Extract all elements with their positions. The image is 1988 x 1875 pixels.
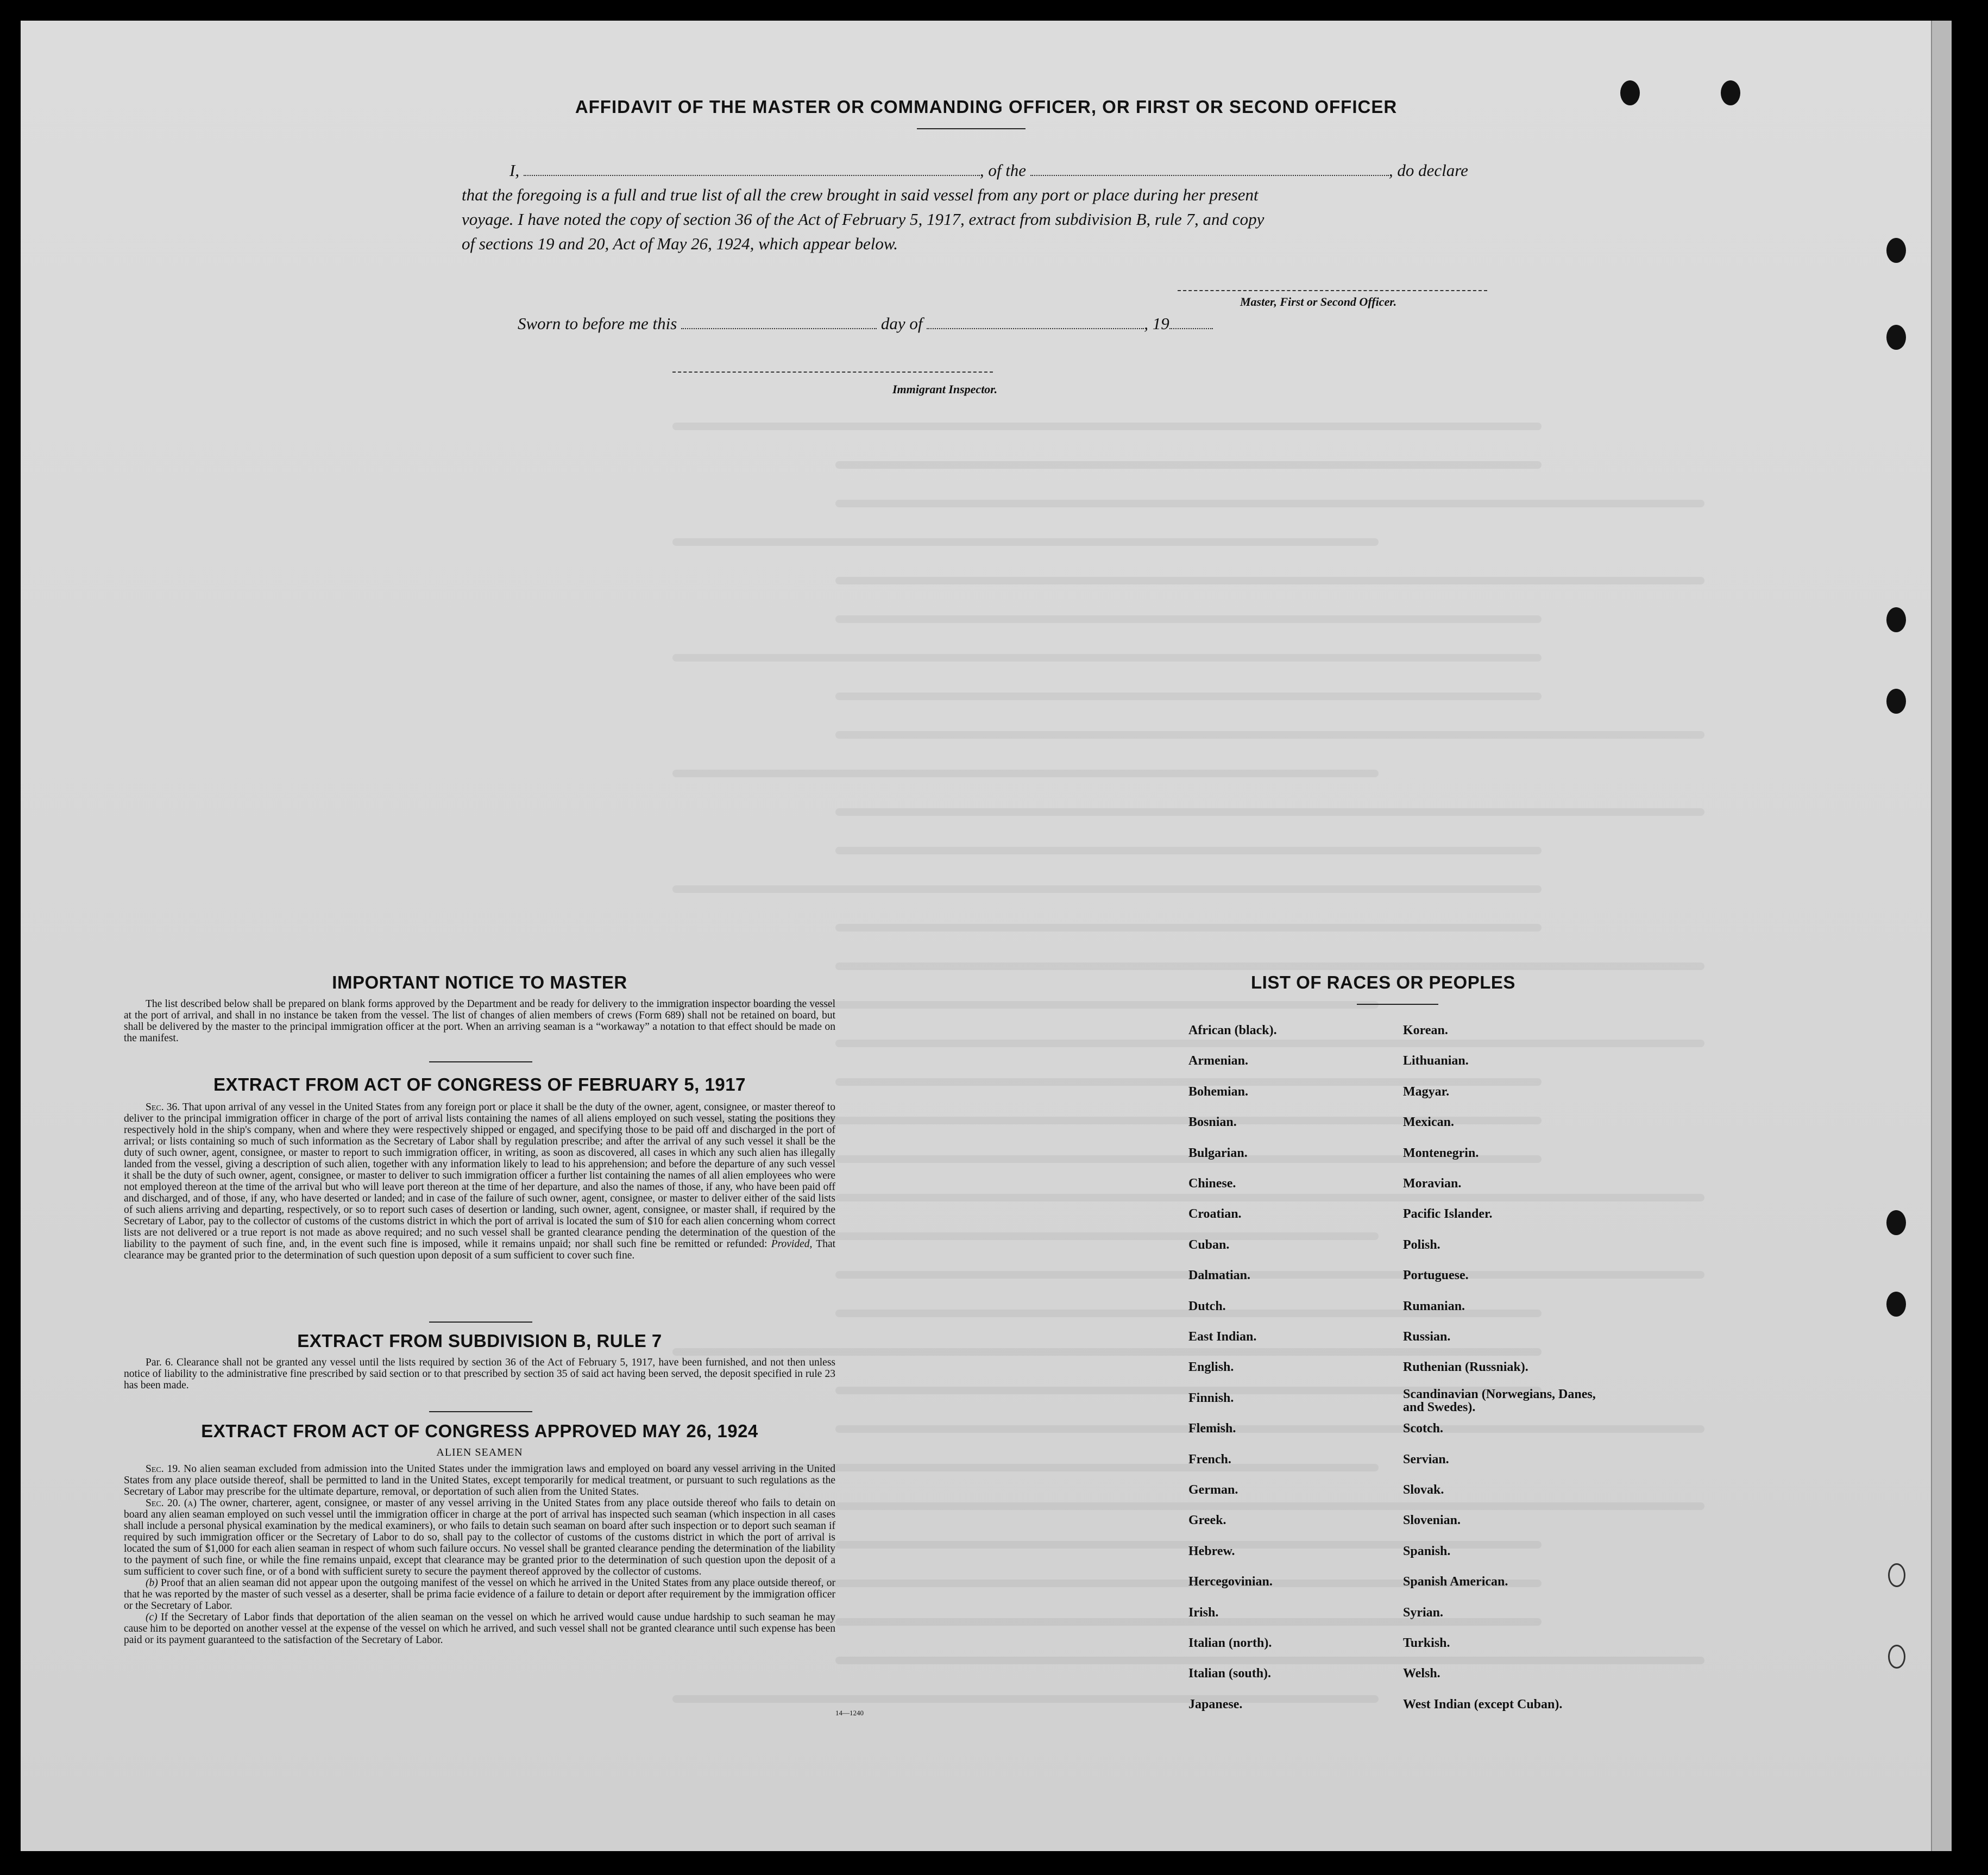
rule-7-body bbox=[124, 1357, 835, 1391]
affidavit-line-3: voyage. I have noted the copy of section 36 of the Act of February 5, 1917, extract from subdivision B, rule 7, and copy bbox=[462, 210, 1264, 229]
rule-7-title: EXTRACT FROM SUBDIVISION B, RULE 7 bbox=[297, 1331, 662, 1351]
races-title: LIST OF RACES OR PEOPLES bbox=[1251, 972, 1515, 992]
sec-20c-label: (c) bbox=[146, 1612, 158, 1623]
year-prefix-label: , 19 bbox=[1144, 314, 1169, 333]
rule-7-text: Par. 6. Clearance shall not be granted any vessel until the lists required by section 36 of the Act of February 5, 1917, have been furnished, and not then unless notice of liability to the administrative fine prescribed by said section or to that prescribed by section 35 of said act having been served, the deposit specified in rule 23 has been made. bbox=[124, 1357, 835, 1391]
punch-hole bbox=[1888, 1645, 1905, 1669]
sec-20b-text: Proof that an alien seaman did not appear upon the outgoing manifest of the vessel on which he arrived in the United States from any place outside thereof, or that he was reported by the master of such vessel as a deserter, shall be prima facie evidence of a failure to detain or deport after requirement by the immigration officer or the Secretary of Labor. bbox=[124, 1577, 836, 1612]
sec-19-paragraph bbox=[124, 1463, 835, 1498]
race-entry: Croatian. bbox=[1188, 1207, 1242, 1222]
race-entry: Flemish. bbox=[1188, 1421, 1236, 1436]
sec-20b-paragraph bbox=[124, 1577, 835, 1612]
race-entry: Scandinavian (Norwegians, Danes, and Swedes). bbox=[1403, 1387, 1596, 1414]
race-entry: Finnish. bbox=[1188, 1390, 1234, 1405]
proviso-label: Provided, bbox=[771, 1238, 813, 1250]
race-entry: Moravian. bbox=[1403, 1176, 1462, 1191]
race-entry: Servian. bbox=[1403, 1452, 1449, 1467]
race-entry: Hebrew. bbox=[1188, 1544, 1235, 1558]
notice-text: The list described below shall be prepared on blank forms approved by the Department and be ready for delivery to the immigration inspector boarding the vessel at the port of arrival, and shall in no instance be taken from the vessel. The list of changes of alien members of crews (Form 689) shall not be retained on board, but shall be delivered by the master to the principal immigration officer at the port. When an arriving seaman is a “workaway” a notation to that effect should be made on the manifest. bbox=[124, 998, 835, 1044]
affidavit-i-label: I, bbox=[509, 161, 520, 180]
sec-20c-text: If the Secretary of Labor finds that deportation of the alien seaman on the vessel on which he arrived would cause undue hardship to such seaman he may cause him to be deported on another vessel at the expense of the vessel on which he arrived, and such vessel shall not be granted clearance until such expense has been paid or its payment guaranteed to the satisfaction of the Secretary of Labor. bbox=[124, 1612, 836, 1646]
inspector-caption: Immigrant Inspector. bbox=[892, 382, 998, 396]
name-blank[interactable] bbox=[524, 174, 980, 176]
race-entry: Chinese. bbox=[1188, 1176, 1236, 1191]
bleed-line bbox=[835, 808, 1704, 816]
section-rule bbox=[429, 1322, 532, 1323]
bleed-line bbox=[835, 1502, 1704, 1510]
bleed-line bbox=[835, 693, 1542, 700]
bleed-line bbox=[835, 1657, 1704, 1664]
race-entry: Hercegovinian. bbox=[1188, 1575, 1273, 1589]
race-entry: French. bbox=[1188, 1452, 1231, 1467]
punch-hole bbox=[1886, 325, 1906, 350]
sec-19-text: No alien seaman excluded from admission into the United States under the immigration laws and employed on board any vessel arriving in the United States from any place outside thereof, shall be permitted to land in the United States, except temporarily for medical treatment, or pursuant to such regulations as the Secretary of Labor may prescribe for the ultimate departure, removal, or deportation of such alien from the United States. bbox=[124, 1463, 835, 1498]
proviso-text: That clearance may be granted prior to the determination of such question upon deposit of a sum sufficient to cover such fine. bbox=[124, 1238, 836, 1261]
race-entry: Japanese. bbox=[1188, 1697, 1243, 1712]
race-entry: Spanish American. bbox=[1403, 1575, 1508, 1589]
punch-hole bbox=[1886, 238, 1906, 263]
race-entry: Turkish. bbox=[1403, 1636, 1450, 1650]
sworn-year-blank[interactable] bbox=[1169, 328, 1213, 329]
bleed-line bbox=[835, 847, 1542, 854]
race-entry: Bohemian. bbox=[1188, 1084, 1249, 1099]
bleed-line bbox=[835, 461, 1542, 469]
races-rule bbox=[1357, 1004, 1438, 1005]
sworn-day-blank[interactable] bbox=[681, 328, 877, 329]
bleed-line bbox=[835, 1194, 1704, 1201]
sworn-month-blank[interactable] bbox=[927, 328, 1144, 329]
document-page bbox=[21, 21, 1952, 1851]
race-entry: Scotch. bbox=[1403, 1421, 1443, 1436]
punch-hole bbox=[1886, 1210, 1906, 1235]
race-entry: West Indian (except Cuban). bbox=[1403, 1697, 1563, 1712]
alien-seamen-subtitle: ALIEN SEAMEN bbox=[436, 1446, 523, 1458]
punch-hole bbox=[1888, 1563, 1905, 1587]
section-rule bbox=[429, 1061, 532, 1062]
bleed-line bbox=[835, 731, 1704, 739]
affidavit-line-4: of sections 19 and 20, Act of May 26, 1924, which appear below. bbox=[462, 234, 898, 253]
master-signature-line[interactable] bbox=[1178, 290, 1487, 291]
bleed-line bbox=[835, 1040, 1704, 1047]
race-entry: Bulgarian. bbox=[1188, 1146, 1248, 1160]
race-entry: Russian. bbox=[1403, 1330, 1451, 1344]
sec-20a-text: The owner, charterer, agent, consignee, or master of any vessel arriving in the United States from any place outside thereof who fails to detain on board any alien seaman employed on such vessel until the immigration officer in charge at the port of arrival has inspected such seaman (which inspection in all cases shall include a personal physical examination by the medical examiners), or who fails to detain such seaman on board after such inspection or to deport such seaman if required by such immigration officer or the Secretary of Labor to do so, shall pay to the collector of customs of the customs district in which the port of arrival is located the sum of $1,000 for each alien seaman in respect of whom such failure occurs. No vessel shall be granted clearance pending the determination of the liability to the payment of such fine, or while the fine remains unpaid, except that clearance may be granted prior to the determination of such question upon the deposit of a sum sufficient to cover such fine, or of a bond with sufficient surety to secure the payment thereof approved by the collector of customs. bbox=[124, 1498, 835, 1577]
race-entry: Rumanian. bbox=[1403, 1299, 1465, 1313]
bleed-line bbox=[835, 615, 1542, 623]
race-entry: Magyar. bbox=[1403, 1084, 1450, 1099]
race-entry: Dutch. bbox=[1188, 1299, 1226, 1313]
sec-20b-label: (b) bbox=[146, 1577, 158, 1589]
sec-36-text: That upon arrival of any vessel in the United States from any foreign port or place it shall be the duty of the owner, agent, consignee, or master thereof to deliver to the principal immigration officer in charge of the port of arrival lists containing the names of all aliens employed on such vessel, stating the positions they respectively hold in the ship's company, when and where they were respectively shipped or engaged, and specifying those to be paid off and discharged in the port of arrival; or lists containing so much of such information as the Secretary of Labor shall by regulation prescribe; and after the arrival of any such vessel it shall be the duty of such owner, agent, consignee, or master to report to such immigration officer, in writing, as soon as discovered, all cases in which any such alien has illegally landed from the vessel, giving a description of such alien, together with any information likely to lead to his apprehension; and before the departure of any such vessel it shall be the duty of such owner, agent, consignee, or master to deliver to such immigration officer a further list containing the names of all alien employees who were not employed thereon at the time of the arrival but who will leave port thereon at the time of her departure, and also the names of those, if any, who have been paid off and discharged, and of those, if any, who have deserted or landed; and in case of the failure of such owner, agent, consignee, or master to deliver either of the said lists of such aliens arriving and departing, respectively, or so to report such cases of desertion or landing, such owner, agent, consignee, or master shall, if required by the Secretary of Labor, pay to the collector of customs of the customs district in which the port of arrival is located the sum of $10 for each alien concerning whom correct lists are not delivered or a true report is not made as above required; and no such vessel shall be granted clearance pending the determination of the question of the liability to the payment of such fine, and, in the event such fine is imposed, while it remains unpaid; nor shall such fine be remitted or refunded: bbox=[124, 1102, 835, 1250]
section-rule bbox=[429, 1411, 532, 1412]
bleed-line bbox=[672, 423, 1542, 430]
sworn-label: Sworn to before me this bbox=[518, 314, 677, 333]
race-entry: Lithuanian. bbox=[1403, 1054, 1469, 1068]
race-entry: Mexican. bbox=[1403, 1115, 1454, 1130]
bleed-line bbox=[672, 654, 1542, 662]
inspector-signature-line[interactable] bbox=[672, 372, 993, 373]
race-entry: Syrian. bbox=[1403, 1605, 1444, 1620]
race-entry: Dalmatian. bbox=[1188, 1268, 1250, 1283]
sec-20a-label: Sec. 20. (a) bbox=[146, 1498, 197, 1509]
race-entry: African (black). bbox=[1188, 1023, 1277, 1037]
sec-19-label: Sec. 19. bbox=[146, 1463, 181, 1475]
race-entry: Spanish. bbox=[1403, 1544, 1451, 1558]
race-entry: Irish. bbox=[1188, 1605, 1219, 1620]
bleed-line bbox=[835, 577, 1704, 584]
affidavit-line-2: that the foregoing is a full and true list of all the crew brought in said vessel from any port or place during her present bbox=[462, 185, 1259, 204]
sec-36-paragraph bbox=[124, 1102, 835, 1261]
sworn-line bbox=[518, 314, 1213, 334]
bleed-line bbox=[835, 962, 1704, 970]
title-rule bbox=[917, 128, 1026, 129]
bleed-line bbox=[672, 538, 1379, 546]
extract-1924-title: EXTRACT FROM ACT OF CONGRESS APPROVED MAY 26, 1924 bbox=[201, 1421, 758, 1441]
do-declare-label: , do declare bbox=[1388, 161, 1468, 180]
notice-body bbox=[124, 998, 835, 1044]
race-entry: Pacific Islander. bbox=[1403, 1207, 1493, 1222]
sec-20c-paragraph bbox=[124, 1612, 835, 1646]
race-entry: Greek. bbox=[1188, 1513, 1226, 1528]
extract-1917-title: EXTRACT FROM ACT OF CONGRESS OF FEBRUARY 5, 1917 bbox=[213, 1074, 746, 1094]
race-entry: Ruthenian (Russniak). bbox=[1403, 1360, 1528, 1375]
bleed-line bbox=[672, 770, 1379, 777]
vessel-blank[interactable] bbox=[1030, 174, 1389, 176]
notice-title: IMPORTANT NOTICE TO MASTER bbox=[332, 972, 627, 992]
race-entry: Bosnian. bbox=[1188, 1115, 1237, 1130]
affidavit-title: AFFIDAVIT OF THE MASTER OR COMMANDING OFFICER, OR FIRST OR SECOND OFFICER bbox=[575, 97, 1398, 117]
race-entry: Italian (north). bbox=[1188, 1636, 1272, 1650]
master-caption: Master, First or Second Officer. bbox=[1240, 295, 1397, 309]
punch-hole bbox=[1886, 689, 1906, 714]
race-entry: Slovenian. bbox=[1403, 1513, 1461, 1528]
race-entry: Polish. bbox=[1403, 1237, 1440, 1252]
bleed-line bbox=[835, 500, 1704, 507]
race-entry: Portuguese. bbox=[1403, 1268, 1469, 1283]
bleed-line bbox=[835, 924, 1542, 932]
form-number: 14—1240 bbox=[835, 1709, 864, 1717]
race-entry: Armenian. bbox=[1188, 1054, 1248, 1068]
extract-1917-body bbox=[124, 1102, 835, 1261]
race-entry: Welsh. bbox=[1403, 1666, 1440, 1681]
race-entry: Korean. bbox=[1403, 1023, 1448, 1037]
race-entry: Cuban. bbox=[1188, 1237, 1230, 1252]
of-the-label: , of the bbox=[979, 161, 1027, 180]
race-entry: German. bbox=[1188, 1483, 1238, 1497]
race-entry: East Indian. bbox=[1188, 1330, 1257, 1344]
day-of-label: day of bbox=[880, 314, 923, 333]
bleed-line bbox=[672, 885, 1542, 893]
race-entry: English. bbox=[1188, 1360, 1234, 1375]
race-entry: Montenegrin. bbox=[1403, 1146, 1479, 1160]
punch-hole bbox=[1886, 1292, 1906, 1317]
punch-hole bbox=[1886, 607, 1906, 632]
affidavit-line-1 bbox=[509, 161, 1468, 180]
page-edge bbox=[1931, 21, 1952, 1851]
extract-1924-body bbox=[124, 1463, 835, 1646]
sec-36-label: Sec. 36. bbox=[146, 1102, 180, 1113]
race-entry: Italian (south). bbox=[1188, 1666, 1272, 1681]
race-entry: Slovak. bbox=[1403, 1483, 1444, 1497]
sec-20a-paragraph bbox=[124, 1498, 835, 1577]
